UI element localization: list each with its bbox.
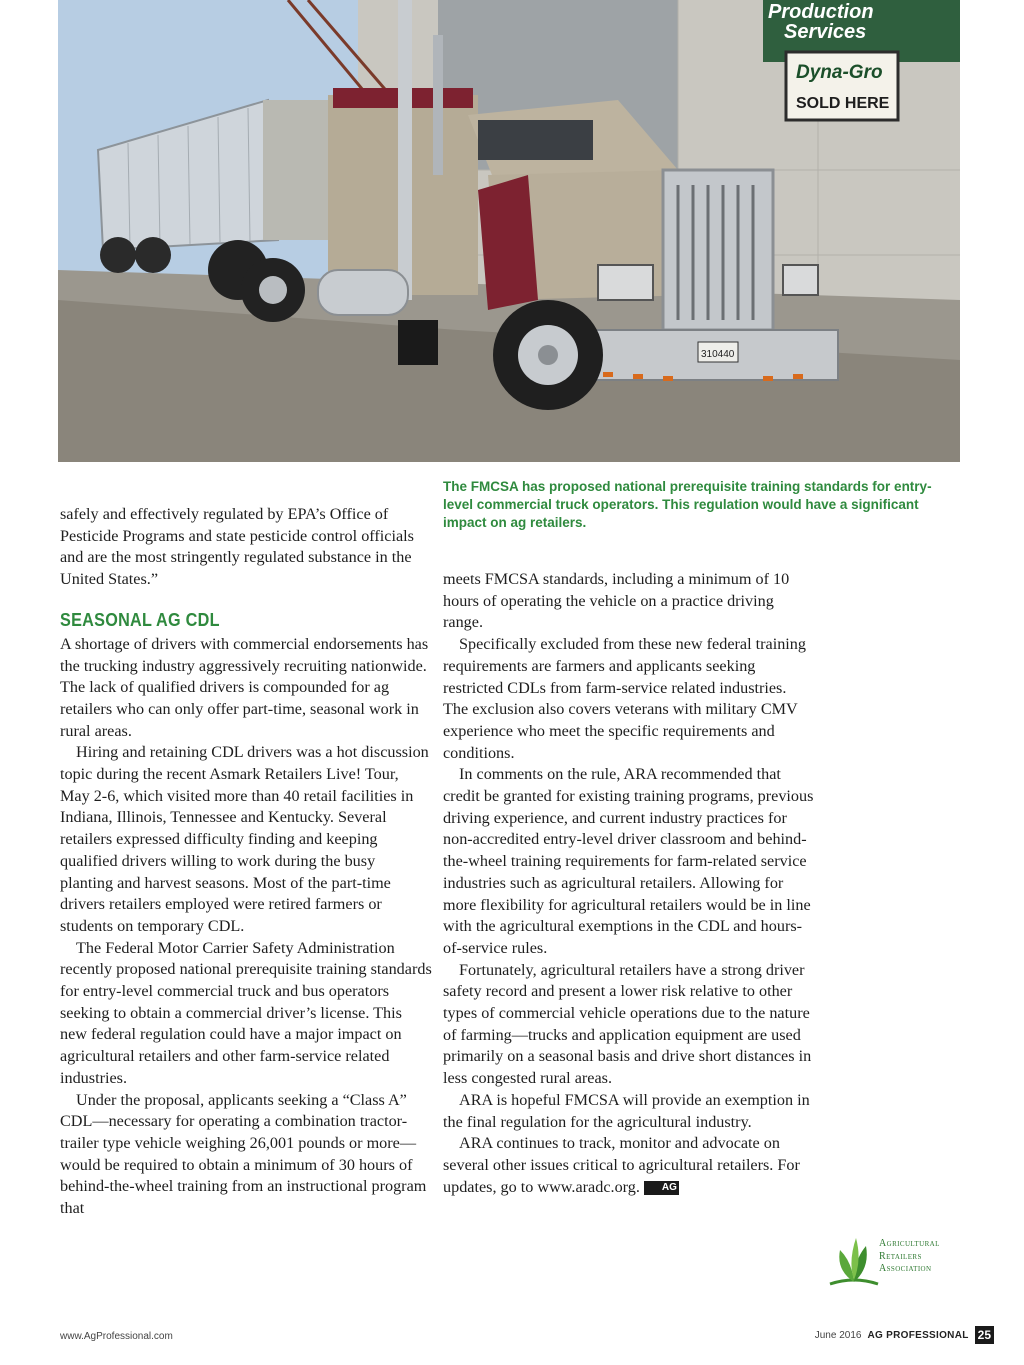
ara-leaf-icon: [826, 1232, 882, 1292]
right-column: [443, 569, 815, 1198]
truck-photo: [58, 0, 960, 462]
body-paragraph: In comments on the rule, ARA recommended that credit be granted for existing training programs, previous driving experience, and current industry practices for non-accredited entry-level driver classroom and behind-the-wheel training requirements for farm-related service industries such as agricultural retailers. Allowing for more flexibility for agricultural retailers would be in line with the agricultural exemptions in the CDL and hours-of-service rules.: [443, 765, 814, 957]
ara-logo: [826, 1232, 966, 1292]
license-plate: 310440: [701, 349, 735, 360]
logo-line-1: Agricultural: [879, 1238, 940, 1249]
sign-top-line1: Production: [768, 1, 874, 23]
issue-date: June 2016: [814, 1329, 862, 1341]
body-paragraph: meets FMCSA standards, including a minimum of 10 hours of operating the vehicle on a practice driving range.: [443, 570, 790, 632]
magazine-name: AG PROFESSIONAL: [867, 1329, 969, 1341]
intro-paragraph: safely and effectively regulated by EPA’s Office of Pesticide Programs and state pesticide control officials and are the most stringently regulated substance in the United States.”: [60, 505, 414, 589]
page-number: 25: [975, 1326, 994, 1344]
body-paragraph: Hiring and retaining CDL drivers was a hot discussion topic during the recent Asmark Retailers Live! Tour, May 2-6, which visited more than 40 retail facilities in Indiana, Illinois, Tennessee and Kentucky. Several retailers expressed difficulty finding and keeping qualified drivers willing to work during the busy planting and harvest seasons. Most of the part-time drivers retailers employed were retired farmers or students on temporary CDL.: [60, 743, 429, 935]
body-paragraph: The Federal Motor Carrier Safety Administration recently proposed national prerequisite training standards for entry-level commercial truck and bus operators seeking to obtain a commercial driver’s license. This new federal regulation could have a major impact on agricultural retailers and other farm-service related industries.: [60, 938, 432, 1087]
ara-logo-text: [879, 1238, 940, 1276]
body-paragraph: Under the proposal, applicants seeking a “Class A” CDL—necessary for operating a combination tractor-trailer type vehicle weighing 26,001 pounds or more—would be required to obtain a minimum of 30 hours of behind-the-wheel training from an instructional program that: [60, 1090, 427, 1218]
logo-line-2: Retailers: [879, 1250, 922, 1262]
body-paragraph: A shortage of drivers with commercial endorsements has the trucking industry aggressively recruiting nationwide. The lack of qualified drivers is compounded for ag retailers who can only offer part-time, seasonal work in rural areas.: [60, 634, 429, 740]
sign-top-line2: Services: [784, 21, 867, 43]
body-paragraph: ARA is hopeful FMCSA will provide an exemption in the final regulation for the agricultural industry.: [443, 1090, 810, 1131]
photo-caption: The FMCSA has proposed national prerequisite training standards for entry-level commercial truck operators. This regulation would have a significant impact on ag retailers.: [443, 479, 932, 530]
logo-line-3: Association: [879, 1263, 932, 1274]
sign-bottom-line1: Dyna-Gro: [796, 62, 883, 83]
closing-text: ARA continues to track, monitor and advocate on several other issues critical to agricultural retailers. For updates, go to www.aradc.org.: [443, 1134, 800, 1196]
footer-website: www.AgProfessional.com: [60, 1331, 173, 1342]
closing-paragraph: [443, 1133, 815, 1198]
body-paragraph: Fortunately, agricultural retailers have a strong driver safety record and present a lower risk relative to other types of commercial vehicle operations due to the nature of farming—trucks and application equipment are used primarily on a seasonal basis and drive short distances in less congested rural areas.: [443, 960, 812, 1088]
truck-illustration: [58, 0, 960, 462]
left-column: [60, 504, 432, 1220]
section-heading: SEASONAL AG CDL: [60, 609, 220, 630]
body-paragraph: Specifically excluded from these new federal training requirements are farmers and applicants seeking restricted CDLs from farm-service related industries. The exclusion also covers veterans with military CMV experience who meet the specific requirements and conditions.: [443, 635, 806, 762]
footer-issue: [815, 1326, 994, 1344]
sign-bottom-line2: SOLD HERE: [796, 95, 890, 112]
end-mark: AG: [644, 1181, 679, 1195]
